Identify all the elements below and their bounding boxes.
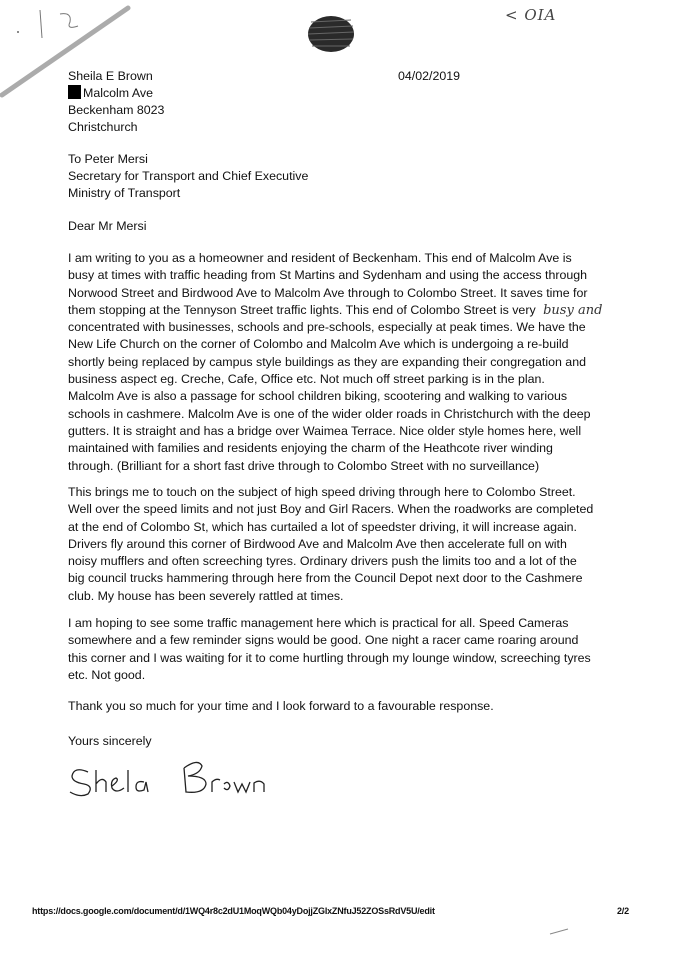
signature bbox=[66, 752, 276, 802]
redaction-scribble bbox=[305, 12, 357, 56]
redaction-box bbox=[68, 85, 81, 99]
paragraph-line: noisy mufflers and often screeching tyres. Ordinary drivers push the limits too and a lot of the bbox=[68, 554, 577, 569]
paragraph-line: Drivers fly around this corner of Birdwood Ave and Malcolm Ave then accelerate full on with bbox=[68, 536, 567, 551]
paragraph-3 bbox=[68, 615, 613, 684]
recipient-line-1: To Peter Mersi bbox=[68, 152, 148, 166]
handwritten-oia-note: < OIA bbox=[505, 6, 557, 24]
sender-street: Malcolm Ave bbox=[83, 86, 154, 100]
scan-mark-bottom bbox=[548, 926, 572, 938]
paragraph-line: schools in cashmere. Malcolm Ave is one of the wider older roads in Christchurch with the deep bbox=[68, 406, 591, 421]
paragraph-line: club. My house has been severely rattled at times. bbox=[68, 588, 344, 603]
recipient-line-3: Ministry of Transport bbox=[68, 186, 181, 200]
closing: Yours sincerely bbox=[68, 734, 152, 748]
document-url: https://docs.google.com/document/d/1WQ4r8c2dU1MoqWQb04yDojjZGlxZNfuJ52ZOSsRdV5U/edit bbox=[32, 906, 435, 916]
paragraph-line: Well over the speed limits and not just Boy and Girl Racers. When the roadworks are completed bbox=[68, 502, 594, 517]
letter-date: 04/02/2019 bbox=[398, 69, 461, 83]
paragraph-4 bbox=[68, 698, 613, 715]
paragraph-1 bbox=[68, 250, 613, 475]
sender-name: Sheila E Brown bbox=[68, 69, 153, 83]
paragraph-line-text: them stopping at the Tennyson Street traffic lights. This end of Colombo Street is very bbox=[68, 302, 536, 317]
paragraph-line: gutters. It is straight and has a bridge over Waimea Terrace. Nice older style homes here, well bbox=[68, 423, 582, 438]
paragraph-line: this corner and I was waiting for it to come hurtling through my lounge window, screeching tyres bbox=[68, 650, 591, 665]
paragraph-line: shortly being replaced by campus style buildings as they are expanding their congregation and bbox=[68, 354, 586, 369]
paragraph-line: concentrated with businesses, schools and pre-schools, especially at peak times. We have the bbox=[68, 320, 586, 335]
paragraph-line: busy at times with traffic heading from St Martins and Sydenham and using the access through bbox=[68, 268, 588, 283]
paragraph-line: big council trucks hammering through here from the Council Depot next door to the Cashmere bbox=[68, 571, 583, 586]
paragraph-line: Malcolm Ave is also a passage for school children biking, scootering and walking to various bbox=[68, 389, 568, 404]
paragraph-line bbox=[68, 302, 613, 319]
salutation: Dear Mr Mersi bbox=[68, 219, 147, 233]
handwritten-insert: busy and bbox=[543, 302, 603, 318]
paragraph-line: Thank you so much for your time and I look forward to a favourable response. bbox=[68, 699, 494, 713]
recipient-line-2: Secretary for Transport and Chief Executive bbox=[68, 169, 309, 183]
paragraph-line: I am writing to you as a homeowner and resident of Beckenham. This end of Malcolm Ave is bbox=[68, 251, 572, 265]
page-number: 2/2 bbox=[617, 906, 629, 916]
sender-city: Christchurch bbox=[68, 120, 138, 134]
paragraph-line: maintained with families and residents enjoying the charm of the Heathcote river winding bbox=[68, 441, 553, 456]
paragraph-line: New Life Church on the corner of Colombo and Malcolm Ave which is undergoing a re-build bbox=[68, 337, 569, 352]
paragraph-line: I am hoping to see some traffic management here which is practical for all. Speed Cameras bbox=[68, 616, 569, 630]
paragraph-line: somewhere and a few reminder signs would be good. One night a racer came roaring around bbox=[68, 633, 579, 648]
sender-street-line bbox=[84, 85, 153, 101]
paragraph-line: business aspect eg. Creche, Cafe, Office etc. Not much off street parking is in the plan. bbox=[68, 372, 545, 387]
paragraph-line: etc. Not good. bbox=[68, 667, 146, 682]
paragraph-line: through. (Brilliant for a short fast drive through to Colombo Street with no surveillance) bbox=[68, 458, 540, 473]
paragraph-2 bbox=[68, 484, 613, 605]
paragraph-line: Norwood Street and Birdwood Ave to Malcolm Ave through to Colombo Street. It saves time for bbox=[68, 285, 588, 300]
sender-suburb: Beckenham 8023 bbox=[68, 103, 165, 117]
paragraph-line: This brings me to touch on the subject of high speed driving through here to Colombo Street. bbox=[68, 485, 576, 499]
paragraph-line: at the end of Colombo St, which has curtailed a lot of speedster driving, it will increase again. bbox=[68, 519, 577, 534]
